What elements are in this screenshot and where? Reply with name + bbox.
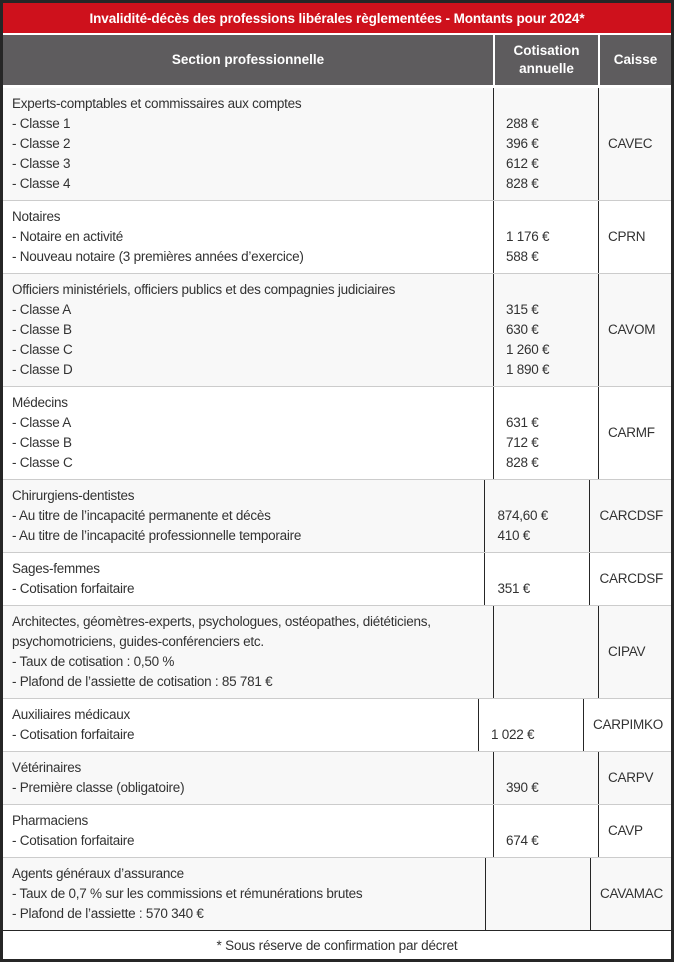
section-title: Pharmaciens xyxy=(12,813,89,828)
section-line: - Cotisation forfaitaire xyxy=(12,727,135,742)
section-title: Vétérinaires xyxy=(12,760,82,775)
cotisation-cell xyxy=(493,752,598,804)
section-line: - Nouveau notaire (3 premières années d’exercice) xyxy=(12,249,304,264)
caisse-label: CAVP xyxy=(608,823,643,838)
section-line: - Classe C xyxy=(12,342,73,357)
cotisation-cell xyxy=(485,858,590,930)
amount-value xyxy=(506,280,590,300)
amount-value xyxy=(506,94,590,114)
amount-value: 588 € xyxy=(506,249,539,264)
caisse-label: CPRN xyxy=(608,229,646,244)
table-row xyxy=(3,804,671,857)
table-row xyxy=(3,386,671,479)
section-cell xyxy=(3,606,493,698)
caisse-cell xyxy=(598,606,671,698)
section-title: Officiers ministériels, officiers publics et des compagnies judiciaires xyxy=(12,282,396,297)
section-title: Experts-comptables et commissaires aux comptes xyxy=(12,96,302,111)
section-line: - Classe 2 xyxy=(12,136,71,151)
section-cell xyxy=(3,805,493,857)
section-title: Auxiliaires médicaux xyxy=(12,707,131,722)
table-row xyxy=(3,857,671,930)
amount-value xyxy=(497,486,581,506)
cotisation-cell xyxy=(493,274,598,386)
caisse-cell xyxy=(590,858,671,930)
caisse-cell xyxy=(598,201,671,273)
section-line: - Classe 1 xyxy=(12,116,71,131)
section-cell xyxy=(3,480,484,552)
caisse-cell xyxy=(598,752,671,804)
section-cell xyxy=(3,858,485,930)
table-row xyxy=(3,88,671,200)
section-line: - Classe 3 xyxy=(12,156,71,171)
section-line: - Classe 4 xyxy=(12,176,71,191)
section-line: - Taux de cotisation : 0,50 % xyxy=(12,654,175,669)
section-line: - Plafond de l’assiette : 570 340 € xyxy=(12,906,204,921)
amount-value: 1 890 € xyxy=(506,362,550,377)
cotisation-cell xyxy=(478,699,583,751)
caisse-label: CAVEC xyxy=(608,136,653,151)
amount-value: 1 022 € xyxy=(490,727,535,742)
table-row xyxy=(3,751,671,804)
section-title: Notaires xyxy=(12,209,61,224)
caisse-cell xyxy=(598,88,671,200)
cotisation-cell xyxy=(493,88,598,200)
section-line: - Plafond de l’assiette de cotisation : 85 781 € xyxy=(12,674,273,689)
section-title: Médecins xyxy=(12,395,68,410)
amount-value: 630 € xyxy=(506,322,539,337)
col-header-caisse: Caisse xyxy=(598,35,671,85)
caisse-cell xyxy=(589,553,671,605)
section-cell xyxy=(3,274,493,386)
caisse-cell xyxy=(589,480,671,552)
caisse-label: CARCDSF xyxy=(599,508,663,523)
section-cell xyxy=(3,88,493,200)
col-header-cotisation: Cotisation annuelle xyxy=(493,35,598,85)
cotisation-cell xyxy=(484,480,589,552)
section-cell xyxy=(3,699,478,751)
table-title: Invalidité-décès des professions libérales règlementées - Montants pour 2024* xyxy=(3,3,671,33)
section-title: Architectes, géomètres-experts, psychologues, ostéopathes, diététiciens, xyxy=(12,614,431,629)
amount-value: 674 € xyxy=(506,833,539,848)
caisse-label: CARCDSF xyxy=(599,571,663,586)
table-footnote: * Sous réserve de confirmation par décret xyxy=(3,930,671,959)
amount-value: 351 € xyxy=(497,581,531,596)
table-row xyxy=(3,479,671,552)
caisse-cell xyxy=(598,274,671,386)
table-body xyxy=(3,88,671,930)
cotisation-cell xyxy=(484,553,589,605)
section-title: Sages-femmes xyxy=(12,561,100,576)
cotisation-cell xyxy=(493,805,598,857)
section-title: Chirurgiens-dentistes xyxy=(12,488,135,503)
amount-value: 288 € xyxy=(506,116,539,131)
cotisation-cell xyxy=(493,606,598,698)
amount-value: 612 € xyxy=(506,156,539,171)
caisse-cell xyxy=(598,387,671,479)
section-line: - Au titre de l’incapacité professionnelle temporaire xyxy=(12,528,302,543)
table-row xyxy=(3,200,671,273)
cotisation-cell xyxy=(493,387,598,479)
section-title: Agents généraux d’assurance xyxy=(12,866,184,881)
amount-value: 390 € xyxy=(506,780,539,795)
section-line: - Classe B xyxy=(12,322,72,337)
section-line: - Première classe (obligatoire) xyxy=(12,780,185,795)
section-cell xyxy=(3,752,493,804)
table-header-row xyxy=(3,35,671,85)
col-header-section: Section professionnelle xyxy=(3,35,493,85)
amount-value: 712 € xyxy=(506,435,539,450)
caisse-cell xyxy=(598,805,671,857)
table-row xyxy=(3,273,671,386)
table-row xyxy=(3,698,671,751)
caisse-label: CARPIMKO xyxy=(592,717,663,732)
amount-value xyxy=(506,758,590,778)
amount-value: 828 € xyxy=(506,455,539,470)
caisse-label: CIPAV xyxy=(608,644,646,659)
section-cell xyxy=(3,387,493,479)
section-line: - Classe D xyxy=(12,362,73,377)
amount-value: 631 € xyxy=(506,415,539,430)
cotisation-cell xyxy=(493,201,598,273)
section-line: - Cotisation forfaitaire xyxy=(12,581,135,596)
amount-value: 874,60 € xyxy=(497,508,549,523)
section-cell xyxy=(3,553,484,605)
table-row xyxy=(3,605,671,698)
amount-value: 1 260 € xyxy=(506,342,550,357)
section-line: psychomotriciens, guides-conférenciers etc. xyxy=(12,634,264,649)
caisse-label: CAVAMAC xyxy=(599,886,663,901)
amount-value: 1 176 € xyxy=(506,229,550,244)
amount-value xyxy=(506,207,590,227)
amount-value xyxy=(497,559,581,579)
amount-value xyxy=(506,811,590,831)
amount-value: 410 € xyxy=(497,528,531,543)
section-line: - Classe A xyxy=(12,415,72,430)
amount-value xyxy=(491,705,575,725)
section-cell xyxy=(3,201,493,273)
section-line: - Au titre de l’incapacité permanente et décès xyxy=(12,508,271,523)
section-line: - Classe C xyxy=(12,455,73,470)
caisse-label: CARPV xyxy=(608,770,654,785)
section-line: - Taux de 0,7 % sur les commissions et rémunérations brutes xyxy=(12,886,363,901)
caisse-label: CARMF xyxy=(608,425,655,440)
section-line: - Classe B xyxy=(12,435,72,450)
amount-value: 828 € xyxy=(506,176,539,191)
amount-value: 396 € xyxy=(506,136,539,151)
caisse-label: CAVOM xyxy=(608,322,656,337)
section-line: - Notaire en activité xyxy=(12,229,124,244)
section-line: - Classe A xyxy=(12,302,72,317)
table-row xyxy=(3,552,671,605)
caisse-cell xyxy=(583,699,671,751)
section-line: - Cotisation forfaitaire xyxy=(12,833,135,848)
amount-value xyxy=(506,393,590,413)
amount-value: 315 € xyxy=(506,302,539,317)
